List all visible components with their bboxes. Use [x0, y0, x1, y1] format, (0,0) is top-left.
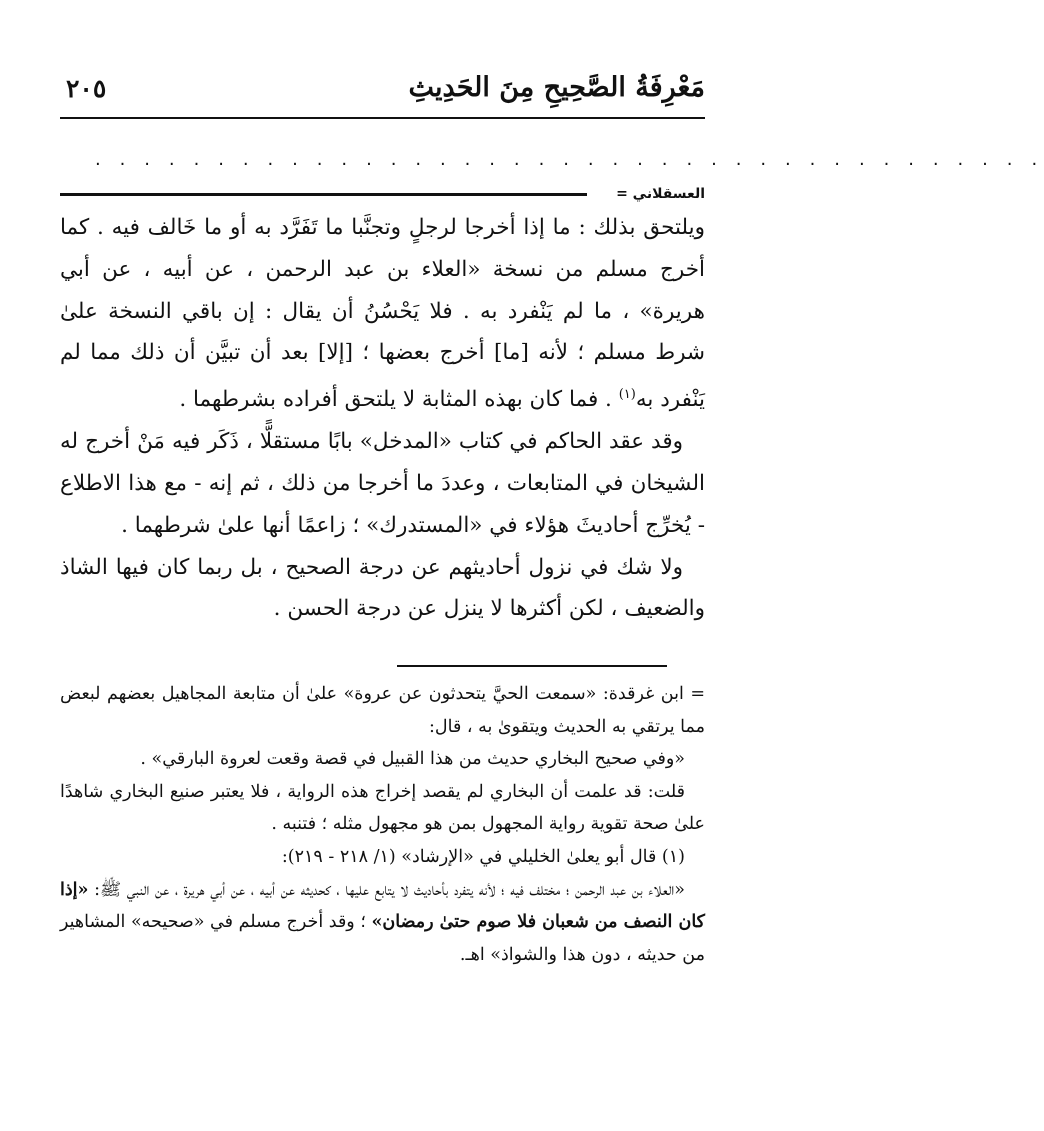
footnote-1-hadith: «إذا كان النصف من شعبان فلا صوم حتىٰ رمضان»: [60, 879, 705, 933]
footnote-1-text-a: «العلاء بن عبد الرحمن ؛ مختلف فيه ؛ لأنه يتفرد بأحاديث لا يتابع عليها ، كحديثه عن أبيه ، عن أبي هريرة ، عن النبي ﷺ:: [88, 879, 685, 900]
paragraph-2: وقد عقد الحاكم في كتاب «المدخل» بابًا مستقلًّا ، ذَكَر فيه مَنْ أخرج له الشيخان في المتابعات ، وعددَ ما أخرجا من ذلك ، ثم إنه - مع هذا الاطلاع - يُخرِّج أحاديثَ هؤلاء في «المستدرك» ؛ زاعمًا أنها علىٰ شرطهما .: [60, 429, 705, 538]
paragraph-1-text: ويلتحق بذلك : ما إذا أخرجا لرجلٍ وتجنَّبا ما تَفَرَّد به أو ما خَالف فيه . كما أخرج مسلم من نسخة «العلاء بن عبد الرحمن ، عن أبيه ، عن أبي هريرة» ، ما لم يَنْفرد به . فلا يَحْسُنُ أن يقال : إن باقي النسخة علىٰ شرط مسلم ؛ لأنه [ما] أخرج بعضها ؛ [إلا] بعد أن تبيَّن أن ذلك مما لم يَنْفرد به: [60, 215, 705, 413]
footnote-1-heading: (١) قال أبو يعلىٰ الخليلي في «الإرشاد» (١/ ٢١٨ - ٢١٩):: [281, 846, 685, 867]
paragraph-3: ولا شك في نزول أحاديثهم عن درجة الصحيح ، بل ربما كان فيها الشاذ والضعيف ، لكن أكثرها لا ينزل عن درجة الحسن .: [60, 554, 705, 622]
paragraph-1: [60, 207, 705, 421]
header-rule: [60, 117, 705, 119]
paragraph-1-end: . فما كان بهذه المثابة لا يلتحق أفراده بشرطهما .: [179, 387, 619, 413]
author-rule: [60, 193, 587, 196]
page-header: [60, 70, 705, 114]
running-title: مَعْرِفَةُ الصَّحِيحِ مِنَ الحَدِيثِ: [408, 72, 705, 103]
footnote-continuation: = ابن غرقدة: «سمعت الحيَّ يتحدثون عن عروة» علىٰ أن متابعة المجاهيل بعضهم لبعض مما يرتقي به الحديث ويتقوىٰ به ، قال:: [60, 684, 705, 737]
footnote-quote: «وفي صحيح البخاري حديث من هذا القبيل في قصة وقعت لعروة البارقي» .: [140, 749, 685, 770]
footnote-rule: [397, 665, 667, 667]
main-text: [60, 207, 705, 630]
author-bar: [60, 184, 705, 206]
footnotes: [60, 678, 705, 971]
footnote-ref-1: (١): [618, 387, 636, 403]
author-label: العسقلاني =: [616, 186, 705, 202]
separator-dots: . . . . . . . . . . . . . . . . . . . . . . . . . . . . . . . . . . . . . . .: [95, 149, 1044, 170]
footnote-1-text-b: ؛ وقد أخرج مسلم في «صحيحه» المشاهير من حديثه ، دون هذا والشواذ» اهـ.: [59, 912, 705, 965]
page-number: ٢٠٥: [66, 74, 107, 103]
footnote-1-text: [60, 874, 705, 972]
footnote-comment: قلت: قد علمت أن البخاري لم يقصد إخراج هذه الرواية ، فلا يعتبر صنيع البخاري شاهدًا علىٰ صحة تقوية رواية المجهول بمن هو مجهول مثله ؛ فتنبه .: [60, 781, 705, 835]
